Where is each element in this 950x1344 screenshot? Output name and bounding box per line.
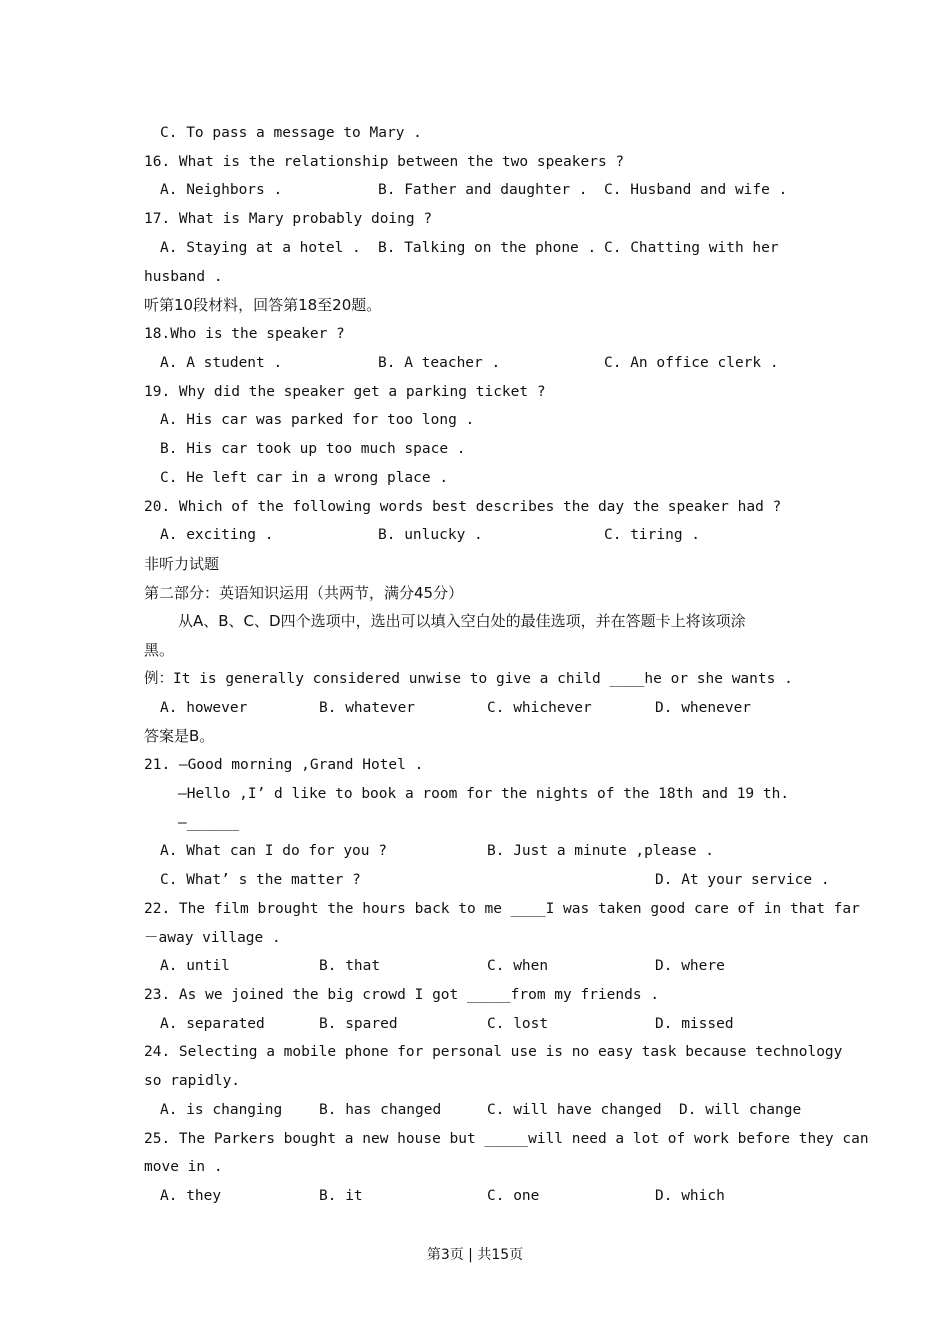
option-b: B. Talking on the phone . — [378, 240, 597, 256]
option-d: D. whenever — [655, 700, 752, 716]
option-b: B. it — [319, 1188, 363, 1204]
option-b: B. Father and daughter . — [378, 182, 588, 198]
option-a: A. Neighbors . — [160, 182, 283, 198]
option-a: A. however — [160, 700, 248, 716]
option-b: B. A teacher . — [378, 355, 501, 371]
section-instruction: 听第10段材料，回答第18至20题。 — [144, 296, 382, 314]
option-c: C. when — [487, 958, 549, 974]
option-b: B. whatever — [319, 700, 416, 716]
part-heading: 第二部分：英语知识运用（共两节，满分45分） — [144, 584, 464, 602]
question-continuation: move in . — [144, 1159, 223, 1175]
option-d: D. where — [655, 958, 725, 974]
option-b: B. has changed — [319, 1102, 442, 1118]
option-d: D. which — [655, 1188, 725, 1204]
option-d: D. will change — [679, 1102, 802, 1118]
question-19: 19. Why did the speaker get a parking ticket ? — [144, 384, 546, 400]
option-a: A. separated — [160, 1016, 265, 1032]
dialogue-blank: —______ — [178, 815, 240, 831]
example-answer: 答案是B。 — [144, 727, 215, 745]
option-c: C. one — [487, 1188, 540, 1204]
dialogue-line: —Hello ,I’ d like to book a room for the nights of the 18th and 19 th. — [178, 786, 790, 802]
example-question: 例：It is generally considered unwise to give a child ____he or she wants . — [144, 671, 793, 687]
question-23: 23. As we joined the big crowd I got _____from my friends . — [144, 987, 660, 1003]
question-22: 22. The film brought the hours back to me ____I was taken good care of in that far — [144, 901, 860, 917]
question-17: 17. What is Mary probably doing ? — [144, 211, 433, 227]
option-a: A. until — [160, 958, 230, 974]
option-a: A. His car was parked for too long . — [160, 412, 475, 428]
option-a: A. exciting . — [160, 527, 274, 543]
option-a: A. Staying at a hotel . — [160, 240, 361, 256]
option-a: A. is changing — [160, 1102, 283, 1118]
question-16: 16. What is the relationship between the two speakers ? — [144, 154, 625, 170]
question-18: 18.Who is the speaker ? — [144, 326, 345, 342]
option-c: C. will have changed — [487, 1102, 662, 1118]
option-b: B. that — [319, 958, 381, 974]
option-c: C. Husband and wife . — [604, 182, 788, 198]
question-continuation: so rapidly. — [144, 1073, 241, 1089]
option-c: C. lost — [487, 1016, 549, 1032]
question-24: 24. Selecting a mobile phone for personal use is no easy task because technology — [144, 1044, 843, 1060]
option-a: A. they — [160, 1188, 222, 1204]
section-heading: 非听力试题 — [144, 555, 220, 573]
option-c: C. Chatting with her — [604, 240, 779, 256]
instructions: 从A、B、C、D四个选项中，选出可以填入空白处的最佳选项，并在答题卡上将该项涂 — [178, 612, 746, 630]
option-b: B. His car took up too much space . — [160, 441, 466, 457]
page-footer: 第3页 | 共15页 — [426, 1247, 524, 1263]
option-d: D. At your service . — [655, 872, 830, 888]
option-b: B. unlucky . — [378, 527, 483, 543]
question-21: 21. —Good morning ,Grand Hotel . — [144, 757, 424, 773]
option-c: C. An office clerk . — [604, 355, 779, 371]
option-c: C. He left car in a wrong place . — [160, 470, 449, 486]
question-continuation: －away village . — [144, 930, 281, 946]
option-b: B. Just a minute ,please . — [487, 843, 714, 859]
option-c: C. whichever — [487, 700, 592, 716]
option-a: A. A student . — [160, 355, 283, 371]
option-line: C. To pass a message to Mary . — [160, 125, 422, 141]
question-20: 20. Which of the following words best describes the day the speaker had ? — [144, 499, 782, 515]
option-c: C. tiring . — [604, 527, 701, 543]
question-25: 25. The Parkers bought a new house but _____will need a lot of work before they can — [144, 1131, 869, 1147]
option-d: D. missed — [655, 1016, 734, 1032]
option-a: A. What can I do for you ? — [160, 843, 387, 859]
option-c: C. What’ s the matter ? — [160, 872, 361, 888]
option-b: B. spared — [319, 1016, 398, 1032]
instructions-continuation: 黑。 — [144, 641, 175, 659]
option-continuation: husband . — [144, 269, 223, 285]
